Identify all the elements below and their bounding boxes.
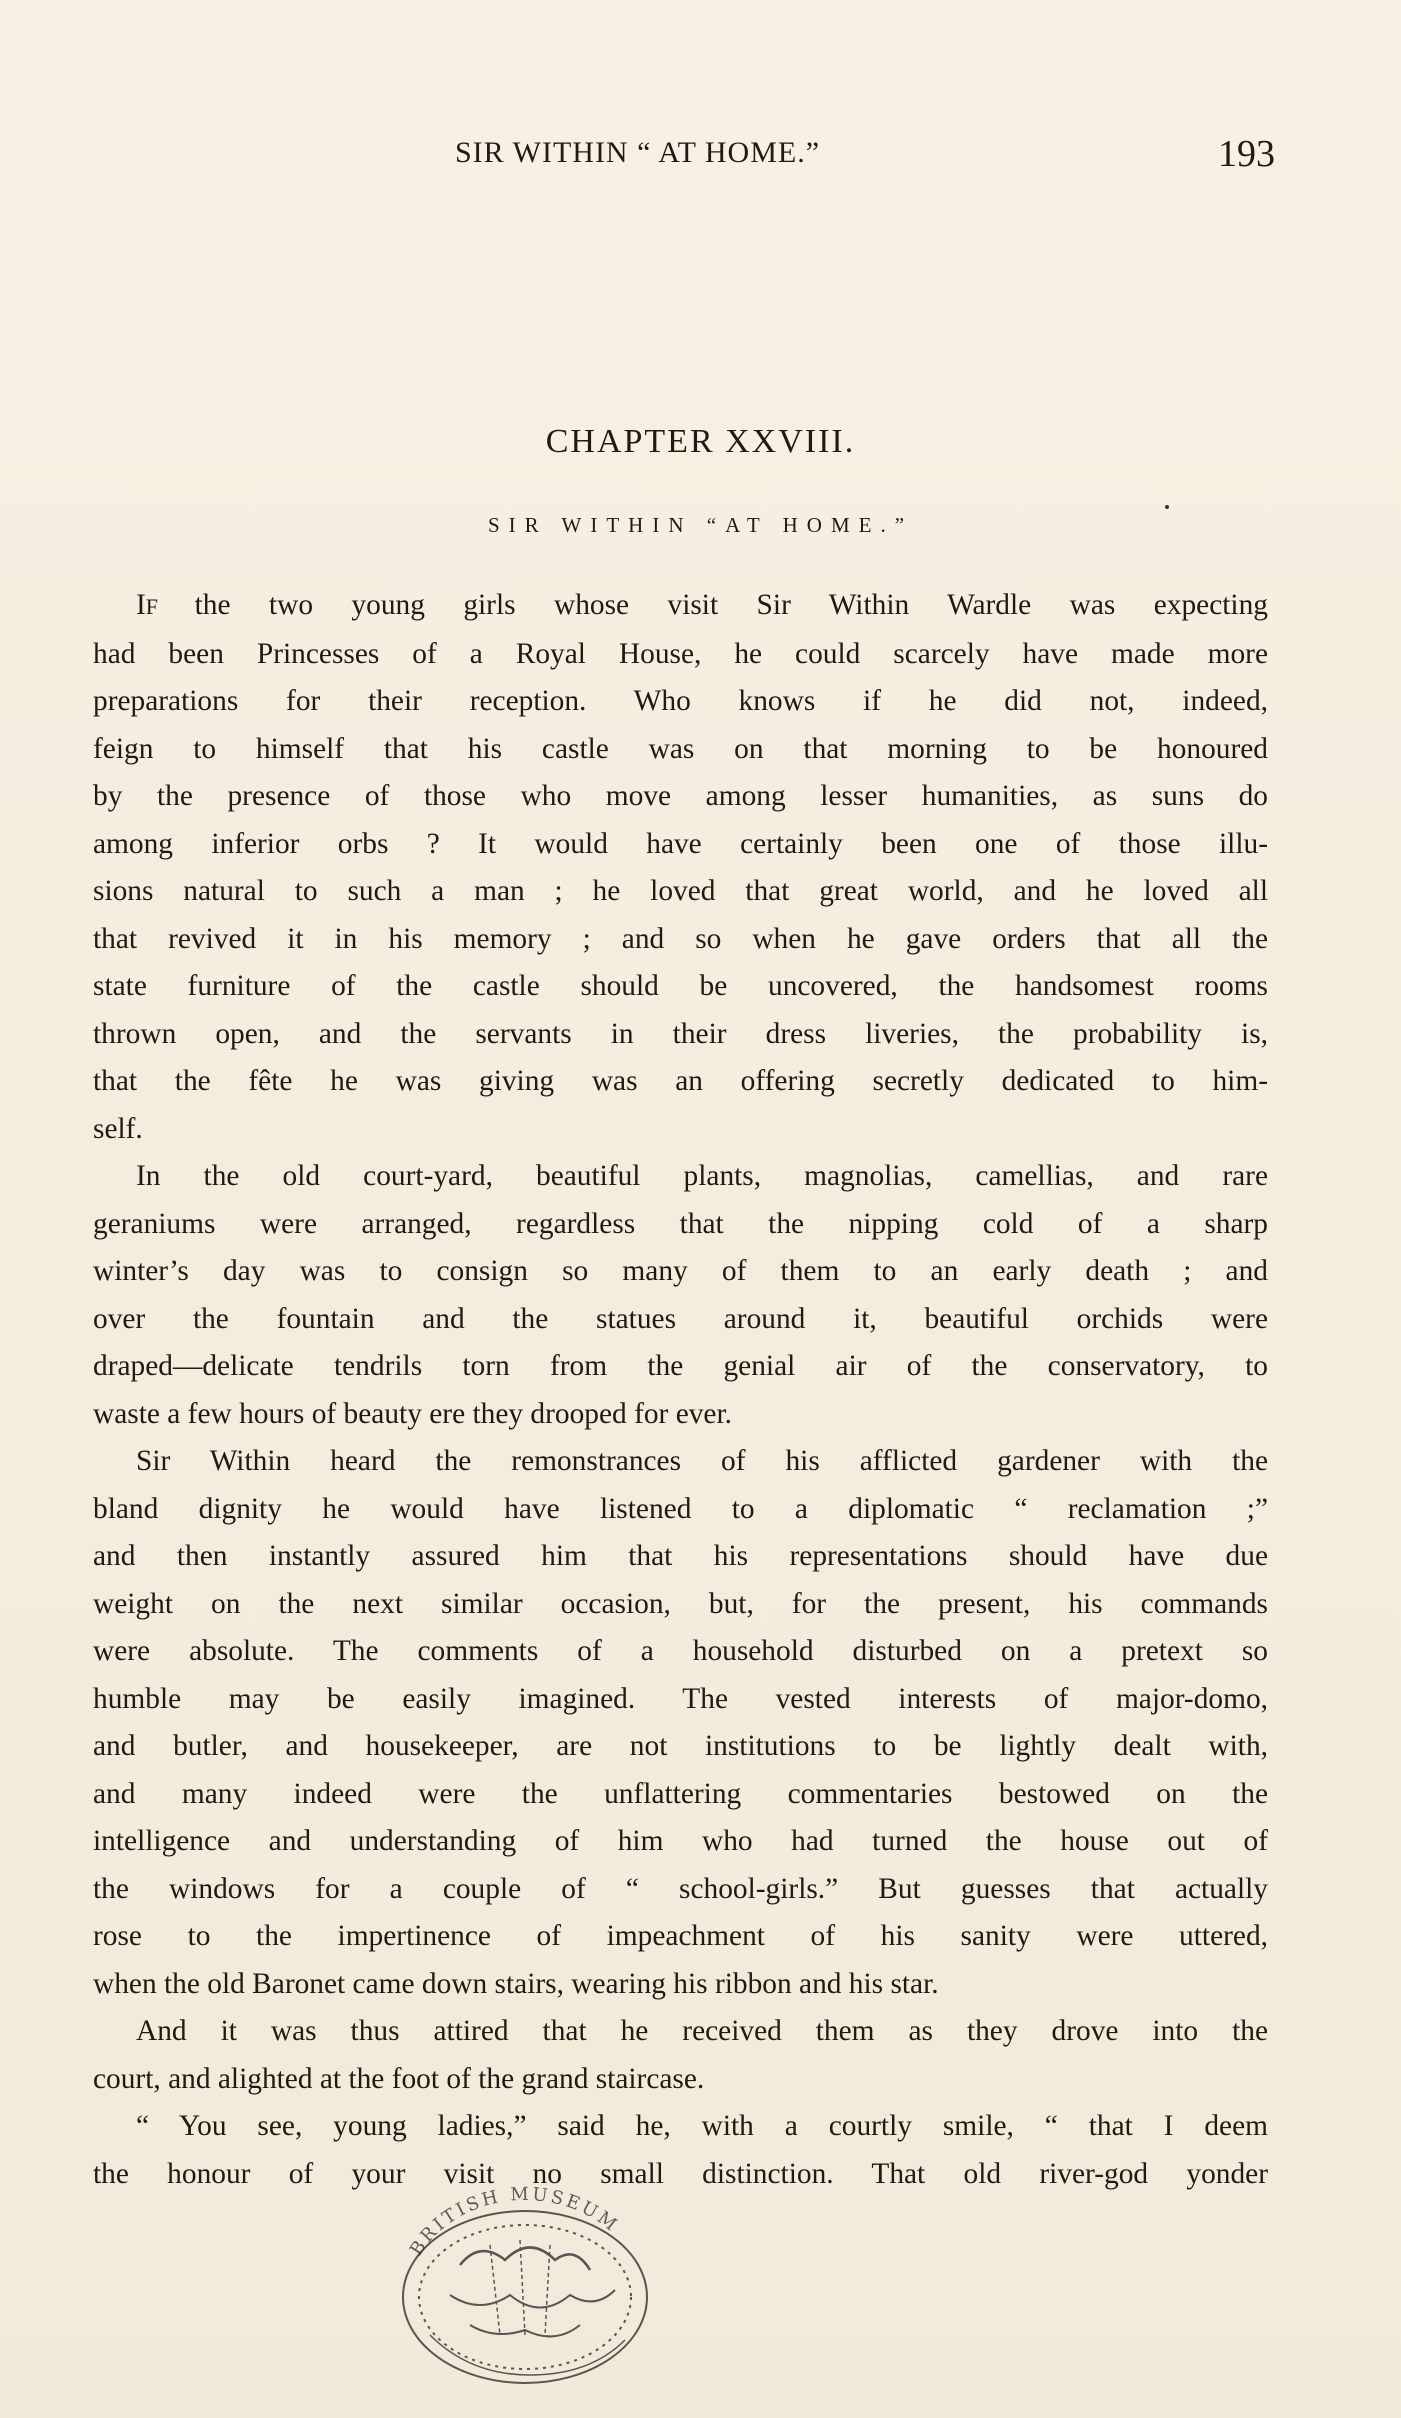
text-line: when the old Baronet came down stairs, wearing his ribbon and his star. bbox=[93, 1967, 939, 2000]
text-line: draped—delicate tendrils torn from the genial air of the conservatory, to bbox=[93, 1350, 1268, 1382]
chapter-subtitle: SIR WITHIN “AT HOME.” bbox=[487, 513, 914, 537]
text-line: preparations for their reception. Who knows if he did not, indeed, bbox=[93, 685, 1268, 717]
text-line: and butler, and housekeeper, are not institutions to be lightly dealt with, bbox=[93, 1730, 1268, 1762]
text-line: were absolute. The comments of a household disturbed on a pretext so bbox=[93, 1635, 1268, 1667]
stray-ink-dot bbox=[1165, 505, 1169, 509]
text-line: and many indeed were the unflattering commentaries bestowed on the bbox=[93, 1777, 1268, 1810]
text-line: feign to himself that his castle was on that morning to be honoured bbox=[93, 732, 1268, 765]
library-stamp-icon bbox=[370, 2185, 680, 2385]
running-title: SIR WITHIN “ AT HOME.” bbox=[455, 136, 821, 169]
text-line: self. bbox=[93, 1112, 143, 1145]
text-line: waste a few hours of beauty ere they drooped for ever. bbox=[93, 1397, 732, 1430]
text-line: rose to the impertinence of impeachment of his sanity were uttered, bbox=[93, 1920, 1268, 1952]
text-line: among inferior orbs ? It would have certainly been one of those illu- bbox=[93, 827, 1268, 860]
chapter-body bbox=[93, 582, 1268, 2198]
text-line: geraniums were arranged, regardless that the nipping cold of a sharp bbox=[93, 1207, 1268, 1240]
text-line: that the fête he was giving was an offering secretly dedicated to him- bbox=[93, 1065, 1268, 1097]
text-line: over the fountain and the statues around it, beautiful orchids were bbox=[93, 1302, 1268, 1335]
stamp-graphic bbox=[370, 2185, 680, 2385]
text-line: by the presence of those who move among lesser humanities, as suns do bbox=[93, 780, 1268, 812]
text-line: In the old court-yard, beautiful plants, magnolias, camellias, and rare bbox=[136, 1160, 1268, 1192]
chapter-heading: CHAPTER XXVIII. bbox=[545, 423, 856, 460]
page-number: 193 bbox=[1218, 133, 1275, 175]
text-line: court, and alighted at the foot of the grand staircase. bbox=[93, 2062, 705, 2095]
text-line bbox=[93, 582, 1268, 631]
initial-letter: I bbox=[136, 589, 146, 621]
running-head bbox=[455, 132, 1275, 182]
text-line: sions natural to such a man ; he loved that great world, and he loved all bbox=[93, 875, 1268, 907]
text-line: winter’s day was to consign so many of them to an early death ; and bbox=[93, 1255, 1268, 1287]
text-line: thrown open, and the servants in their dress liveries, the probability is, bbox=[93, 1017, 1268, 1050]
text-line: the honour of your visit no small distinction. That old river-god yonder bbox=[93, 2157, 1268, 2190]
stamp-legend: BRITISH MUSEUM bbox=[405, 2185, 623, 2260]
text-line: bland dignity he would have listened to a diplomatic “ reclamation ;” bbox=[93, 1492, 1268, 1525]
text-line: the windows for a couple of “ school-girls.” But guesses that actually bbox=[93, 1872, 1268, 1905]
text-line: humble may be easily imagined. The vested interests of major-domo, bbox=[93, 1682, 1268, 1715]
text-line: had been Princesses of a Royal House, he could scarcely have made more bbox=[93, 637, 1268, 670]
text-line: that revived it in his memory ; and so when he gave orders that all the bbox=[93, 922, 1268, 955]
text-line: and then instantly assured him that his representations should have due bbox=[93, 1540, 1268, 1572]
text-line: Sir Within heard the remonstrances of his afflicted gardener with the bbox=[136, 1445, 1268, 1477]
text-line: “ You see, young ladies,” said he, with a courtly smile, “ that I deem bbox=[136, 2110, 1268, 2142]
line-text: the two young girls whose visit Sir Within Wardle was expecting bbox=[194, 589, 1268, 621]
text-line: intelligence and understanding of him who had turned the house out of bbox=[93, 1825, 1268, 1857]
initial-smallcap: F bbox=[145, 594, 195, 619]
text-line: weight on the next similar occasion, but, for the present, his commands bbox=[93, 1587, 1268, 1620]
text-line: state furniture of the castle should be uncovered, the handsomest rooms bbox=[93, 970, 1268, 1002]
text-line: And it was thus attired that he received them as they drove into the bbox=[136, 2015, 1268, 2047]
